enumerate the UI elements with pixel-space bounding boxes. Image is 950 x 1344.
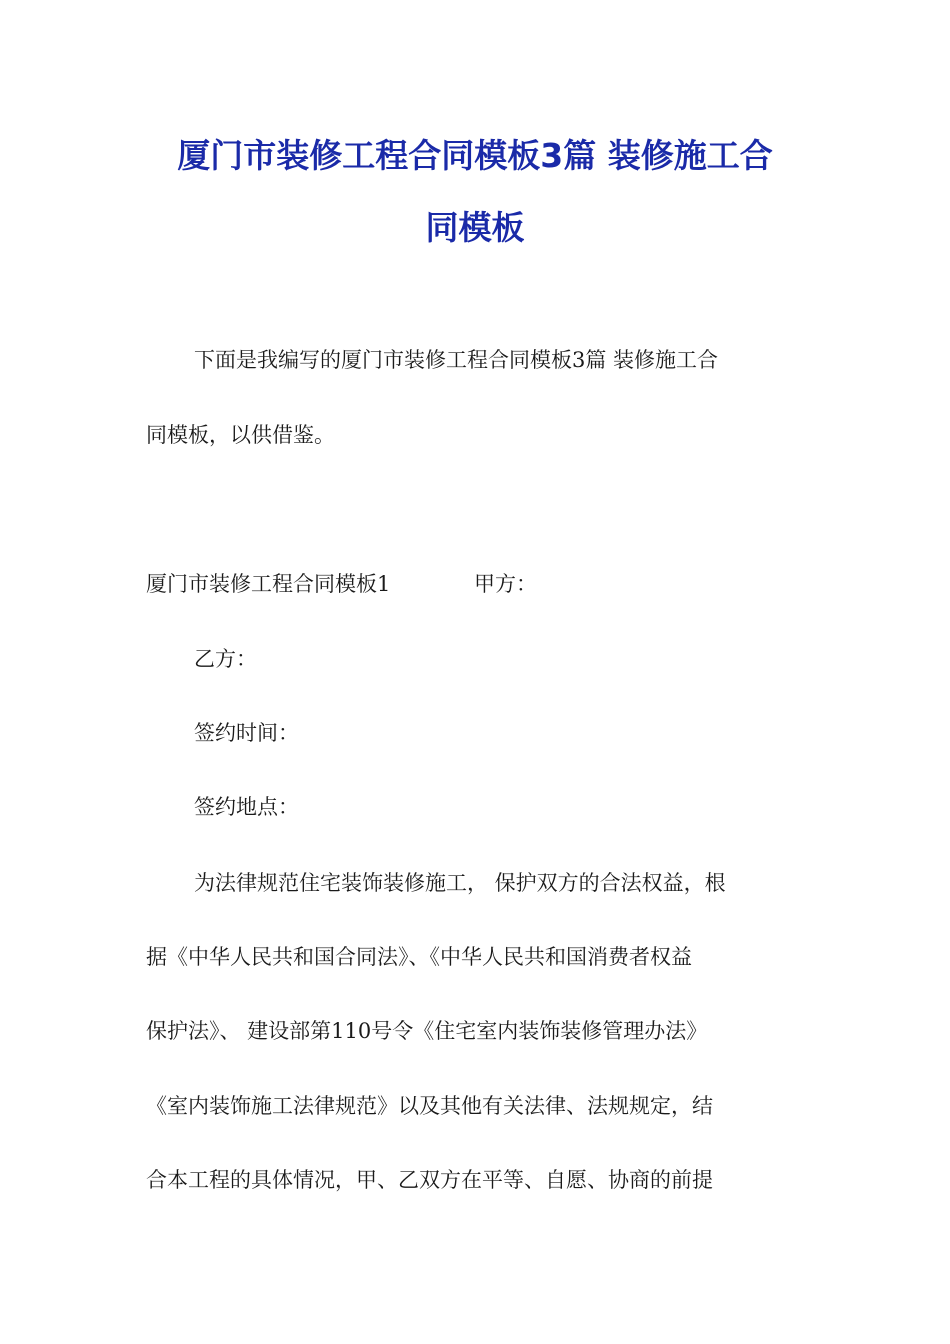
paragraph-line-1: 为法律规范住宅装饰装修施工， 保护双方的合法权益，根: [194, 871, 726, 895]
document-title-line-1: 厦门市装修工程合同模板3篇 装修施工合: [177, 136, 773, 175]
paragraph-line-3: 保护法》、 建设部第110号令《住宅室内装饰装修管理办法》: [146, 1019, 708, 1043]
sign-place-label: 签约地点：: [194, 795, 299, 819]
intro-line-1: 下面是我编写的厦门市装修工程合同模板3篇 装修施工合: [194, 348, 719, 372]
document-title-line-2: 同模板: [425, 208, 525, 247]
intro-line-2: 同模板，以供借鉴。: [146, 423, 335, 447]
party-b-label: 乙方：: [194, 647, 257, 671]
party-a-label: 甲方：: [474, 572, 537, 596]
sign-time-label: 签约时间：: [194, 721, 299, 745]
paragraph-line-5: 合本工程的具体情况，甲、乙双方在平等、自愿、协商的前提: [146, 1168, 713, 1192]
paragraph-line-2: 据《中华人民共和国合同法》、《中华人民共和国消费者权益: [146, 945, 692, 969]
section-heading: 厦门市装修工程合同模板1: [146, 572, 391, 596]
paragraph-line-4: 《室内装饰施工法律规范》以及其他有关法律、法规规定，结: [146, 1094, 713, 1118]
